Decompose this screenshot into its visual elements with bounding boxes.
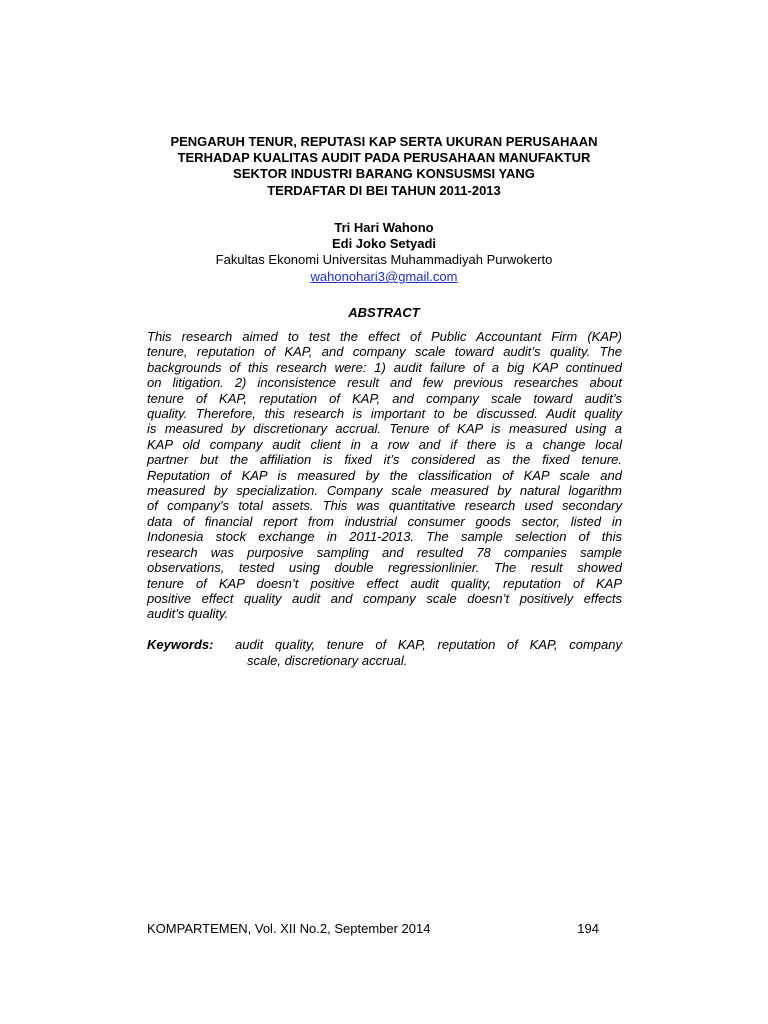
keywords-section <box>147 637 622 669</box>
abstract-line: audit’s quality. <box>147 606 229 622</box>
abstract-line: Reputation of KAP is measured by the classification of KAP scale and <box>147 467 622 483</box>
abstract-line: KAP old company audit client in a row and if there is a change local <box>147 436 622 452</box>
abstract-line: tenure of KAP, reputation of KAP, and company scale toward audit’s <box>147 390 622 406</box>
journal-citation: KOMPARTEMEN, Vol. XII No.2, September 2014 <box>147 921 431 936</box>
abstract-line: on litigation. 2) inconsistence result and few previous researches about <box>147 375 622 391</box>
abstract-line: Indonesia stock exchange in 2011-2013. The sample selection of this <box>147 529 622 545</box>
abstract-line: research was purposive sampling and resulted 78 companies sample <box>147 544 622 560</box>
title-line: PENGARUH TENUR, REPUTASI KAP SERTA UKURAN PERUSAHAAN <box>170 134 598 149</box>
author-name: Edi Joko Setyadi <box>331 236 437 251</box>
title-line: TERHADAP KUALITAS AUDIT PADA PERUSAHAAN MANUFAKTUR <box>177 150 591 166</box>
abstract-heading: ABSTRACT <box>348 305 420 320</box>
paper-title <box>120 134 648 199</box>
abstract-line: backgrounds of this research were: 1) audit failure of a big KAP continued <box>147 359 622 375</box>
abstract-line: of company’s total assets. This was quantitative research used secondary <box>147 498 622 514</box>
abstract-line: tenure of KAP doesn’t positive effect audit quality, reputation of KAP <box>147 575 622 591</box>
page-footer <box>147 921 599 937</box>
abstract-line: tenure, reputation of KAP, and company scale toward audit’s quality. The <box>147 344 622 360</box>
abstract-line: This research aimed to test the effect of Public Accountant Firm (KAP) <box>147 329 622 344</box>
abstract-line: observations, tested using double regressionlinier. The result showed <box>147 560 622 576</box>
abstract-line: data of financial report from industrial consumer goods sector, listed in <box>147 513 622 529</box>
title-line: SEKTOR INDUSTRI BARANG KONSUSMSI YANG <box>233 166 535 182</box>
author-block <box>120 220 648 286</box>
abstract-line: positive effect quality audit and company scale doesn’t positively effects <box>147 590 622 606</box>
abstract-line: partner but the affiliation is fixed it’s considered as the fixed tenure. <box>147 452 622 468</box>
page-number: 194 <box>577 921 599 936</box>
keywords-text: audit quality, tenure of KAP, reputation of KAP, company <box>235 637 622 652</box>
author-name: Tri Hari Wahono <box>334 220 434 235</box>
title-line: TERDAFTAR DI BEI TAHUN 2011-2013 <box>267 182 501 198</box>
abstract-line: measured by specialization. Company scale measured by natural logarithm <box>147 483 622 499</box>
author-email-link[interactable]: wahonohari3@gmail.com <box>310 269 458 284</box>
keywords-text: scale, discretionary accrual. <box>247 653 408 668</box>
abstract-line: is measured by discretionary accrual. Tenure of KAP is measured using a <box>147 421 622 437</box>
abstract-line: quality. Therefore, this research is important to be discussed. Audit quality <box>147 406 622 422</box>
author-affiliation: Fakultas Ekonomi Universitas Muhammadiyah Purwokerto <box>215 252 553 267</box>
abstract-body <box>147 329 622 622</box>
keywords-label: Keywords: <box>147 637 214 652</box>
